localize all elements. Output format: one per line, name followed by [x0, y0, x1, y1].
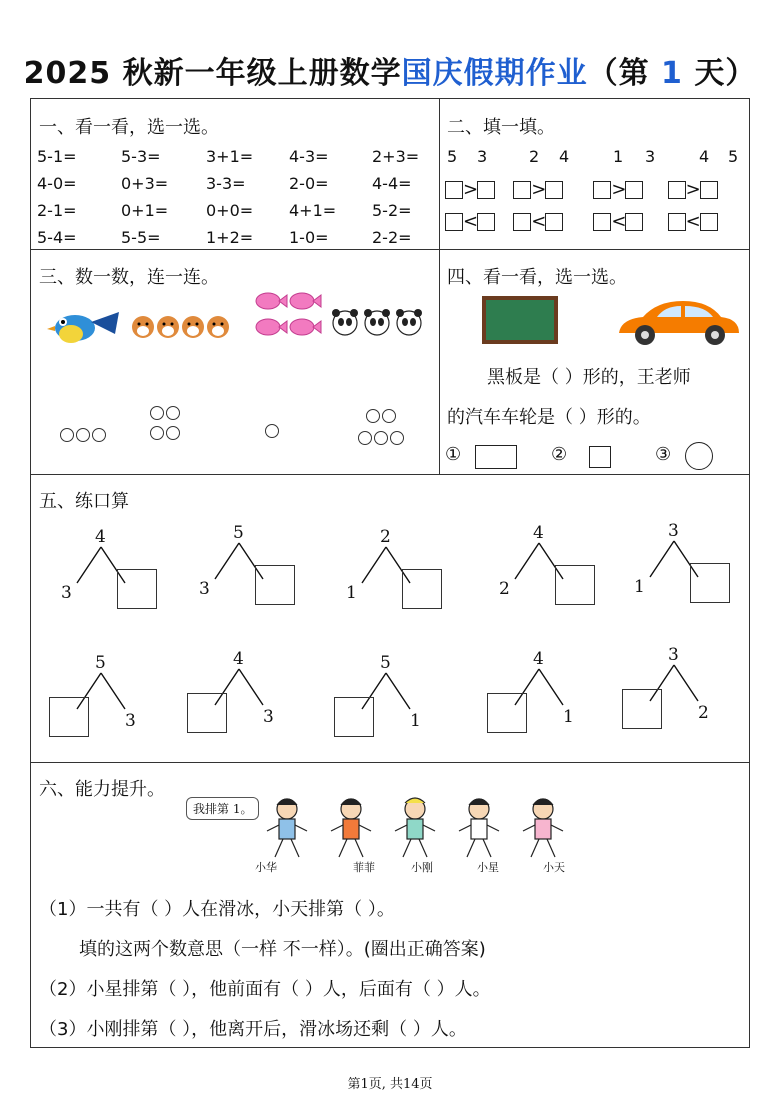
section4-line1: 黑板是（ ）形的，王老师 — [487, 367, 691, 388]
number: 5 — [447, 147, 458, 166]
bond-total: 2 — [380, 527, 391, 547]
equation: 0+3= — [121, 174, 169, 193]
lt-sign: < — [685, 211, 701, 232]
circles-1 — [264, 423, 280, 442]
answer-box[interactable] — [255, 565, 295, 605]
rectangle-shape — [475, 445, 517, 469]
answer-box[interactable] — [187, 693, 227, 733]
equation: 5-1= — [37, 147, 77, 166]
number: 3 — [645, 147, 656, 166]
bond-part: 1 — [410, 711, 421, 731]
section4-title: 四、看一看，选一选。 — [447, 267, 627, 288]
chalkboard-icon — [481, 295, 559, 345]
circles-3 — [59, 427, 107, 446]
section5-title: 五、练口算 — [39, 491, 129, 512]
title-day: 1 — [661, 56, 683, 91]
compare-row-gt — [445, 179, 718, 200]
answer-box[interactable] — [625, 181, 643, 199]
section1-title: 一、看一看，选一选。 — [39, 117, 219, 138]
bond-total: 4 — [233, 649, 244, 669]
name-label: 菲菲 — [353, 861, 375, 874]
bond-total: 4 — [95, 527, 106, 547]
title-suffix-close: 天） — [682, 56, 757, 91]
answer-box[interactable] — [117, 569, 157, 609]
lt-sign: < — [611, 211, 627, 232]
answer-box[interactable] — [49, 697, 89, 737]
question-3: （3）小刚排第（ ），他离开后，滑冰场还剩（ ）人。 — [39, 1019, 467, 1040]
bird-icon — [45, 304, 121, 348]
speech-bubble: 我排第 1。 — [186, 797, 259, 820]
option-1-label[interactable]: ① — [445, 444, 462, 465]
section2-title: 二、填一填。 — [447, 117, 555, 138]
name-label: 小华 — [255, 861, 277, 874]
section3-title: 三、数一数，连一连。 — [39, 267, 219, 288]
answer-box[interactable] — [622, 689, 662, 729]
bond-part: 1 — [563, 707, 574, 727]
answer-box[interactable] — [668, 213, 686, 231]
equation: 5-4= — [37, 228, 77, 247]
bond-part: 3 — [199, 579, 210, 599]
number: 1 — [613, 147, 624, 166]
equation: 4-3= — [289, 147, 329, 166]
car-icon — [613, 297, 743, 347]
answer-box[interactable] — [593, 181, 611, 199]
answer-box[interactable] — [513, 213, 531, 231]
equation: 2+3= — [372, 147, 420, 166]
equation: 2-2= — [372, 228, 412, 247]
answer-box[interactable] — [477, 213, 495, 231]
equation: 4-4= — [372, 174, 412, 193]
answer-box[interactable] — [668, 181, 686, 199]
divider — [31, 474, 749, 475]
bond-part: 3 — [125, 711, 136, 731]
equation: 0+1= — [121, 201, 169, 220]
answer-box[interactable] — [487, 693, 527, 733]
number: 2 — [529, 147, 540, 166]
bond-total: 4 — [533, 523, 544, 543]
title-highlight: 国庆假期作业 — [401, 56, 588, 91]
bond-total: 5 — [233, 523, 244, 543]
bond-part: 3 — [61, 583, 72, 603]
equation: 2-0= — [289, 174, 329, 193]
square-shape — [589, 446, 611, 468]
gt-sign: > — [463, 179, 479, 200]
equation: 4-0= — [37, 174, 77, 193]
circles-4 — [149, 405, 185, 445]
equation: 1+2= — [206, 228, 254, 247]
section4-line2: 的汽车车轮是（ ）形的。 — [447, 407, 651, 428]
circles-5 — [351, 407, 411, 451]
question-2: （2）小星排第（ ），他前面有（ ）人，后面有（ ）人。 — [39, 979, 491, 1000]
gt-sign: > — [611, 179, 627, 200]
bond-part: 2 — [698, 703, 709, 723]
gt-sign: > — [531, 179, 547, 200]
number: 4 — [699, 147, 710, 166]
name-label: 小天 — [543, 861, 565, 874]
answer-box[interactable] — [334, 697, 374, 737]
answer-box[interactable] — [477, 181, 495, 199]
bond-total: 4 — [533, 649, 544, 669]
section6-title: 六、能力提升。 — [39, 779, 165, 800]
answer-box[interactable] — [402, 569, 442, 609]
number: 5 — [728, 147, 739, 166]
divider — [439, 99, 440, 474]
page-footer: 第1页, 共14页 — [347, 1077, 433, 1092]
skaters-illustration — [259, 791, 579, 867]
equation: 3+1= — [206, 147, 254, 166]
answer-box[interactable] — [513, 181, 531, 199]
equation: 5-5= — [121, 228, 161, 247]
bond-part: 1 — [634, 577, 645, 597]
dogs-icon — [129, 309, 231, 345]
pandas-icon — [329, 305, 429, 339]
name-label: 小刚 — [411, 861, 433, 874]
bond-part: 2 — [499, 579, 510, 599]
answer-box[interactable] — [700, 181, 718, 199]
answer-box[interactable] — [555, 565, 595, 605]
bond-total: 5 — [380, 653, 391, 673]
answer-box[interactable] — [700, 213, 718, 231]
fish-icon — [251, 289, 327, 341]
answer-box[interactable] — [593, 213, 611, 231]
question-1-note: 填的这两个数意思（一样 不一样）。(圈出正确答案) — [79, 939, 486, 960]
bond-part: 1 — [346, 583, 357, 603]
title-suffix-open: （第 — [587, 56, 662, 91]
divider — [31, 249, 749, 250]
answer-box[interactable] — [545, 213, 563, 231]
worksheet-frame — [30, 98, 750, 1048]
bond-total: 5 — [95, 653, 106, 673]
option-2-label[interactable]: ② — [551, 444, 568, 465]
equation: 5-3= — [121, 147, 161, 166]
circle-shape — [685, 442, 713, 470]
compare-row-lt — [445, 211, 718, 232]
bond-total: 3 — [668, 521, 679, 541]
equation: 5-2= — [372, 201, 412, 220]
equation: 2-1= — [37, 201, 77, 220]
answer-box[interactable] — [445, 181, 463, 199]
gt-sign: > — [685, 179, 701, 200]
equation: 3-3= — [206, 174, 246, 193]
bond-total: 3 — [668, 645, 679, 665]
answer-box[interactable] — [545, 181, 563, 199]
question-1: （1）一共有（ ）人在滑冰，小天排第（ ）。 — [39, 899, 395, 920]
equation: 4+1= — [289, 201, 337, 220]
option-3-label[interactable]: ③ — [655, 444, 672, 465]
answer-box[interactable] — [625, 213, 643, 231]
name-label: 小星 — [477, 861, 499, 874]
page-title — [0, 48, 780, 92]
equation: 0+0= — [206, 201, 254, 220]
number: 4 — [559, 147, 570, 166]
lt-sign: < — [463, 211, 479, 232]
answer-box[interactable] — [445, 213, 463, 231]
title-prefix: 2025 秋新一年级上册数学 — [23, 56, 402, 91]
number: 3 — [477, 147, 488, 166]
answer-box[interactable] — [690, 563, 730, 603]
divider — [31, 762, 749, 763]
equation: 1-0= — [289, 228, 329, 247]
bond-part: 3 — [263, 707, 274, 727]
lt-sign: < — [531, 211, 547, 232]
